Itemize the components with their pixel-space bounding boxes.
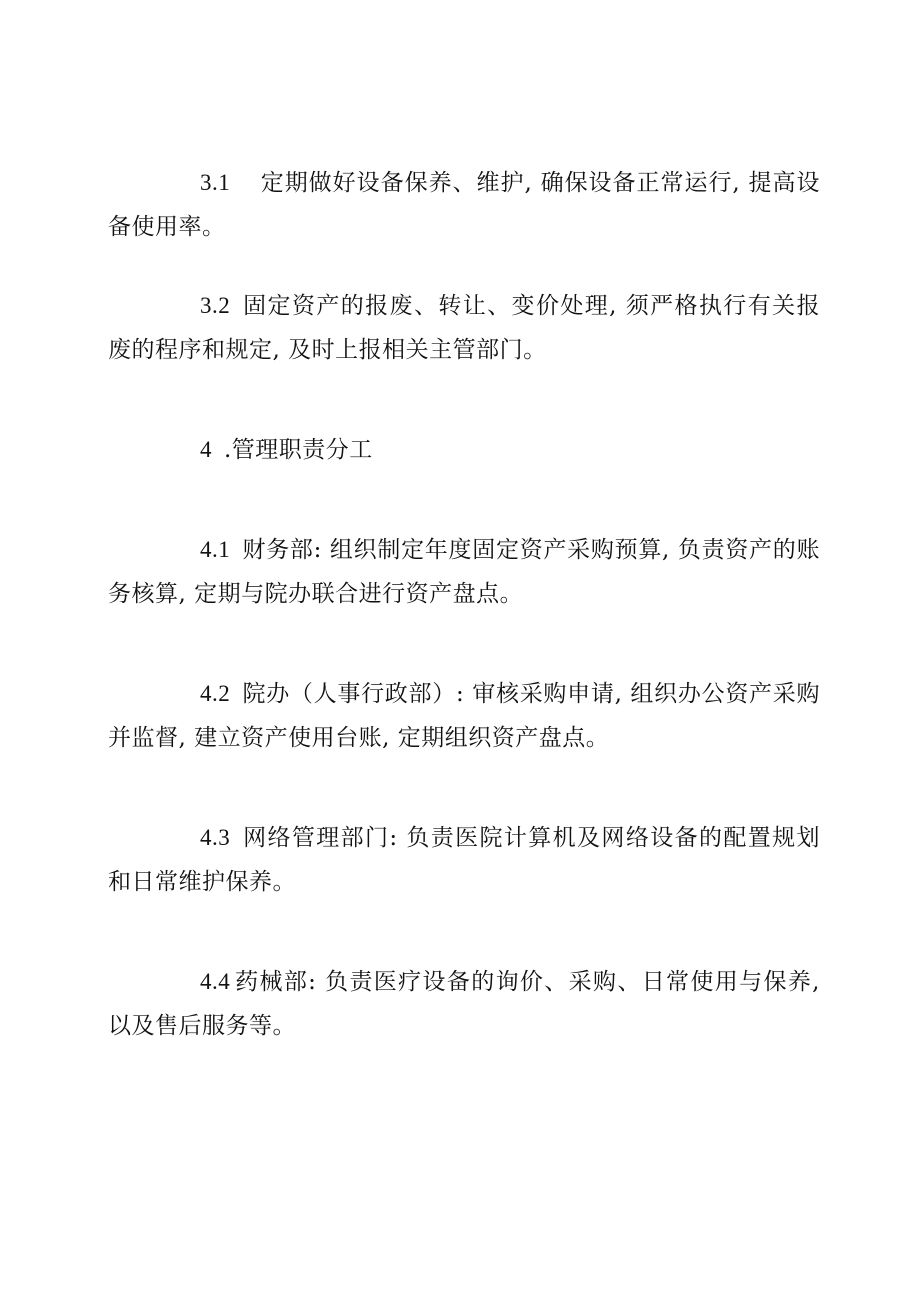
paragraph-text: 院办（人事行政部）: 审核采购申请, 组织办公资产采购并监督, 建立资产使用台账, 定期组织资产盘点。 [108, 681, 820, 751]
section-number: 4.1 [200, 537, 231, 562]
section-heading-text: .管理职责分工 [224, 437, 373, 463]
paragraph-text: 药械部: 负责医疗设备的询价、采购、日常使用与保养, 以及售后服务等。 [108, 969, 820, 1039]
section-heading-4 [108, 428, 820, 472]
section-number: 4 [200, 437, 212, 462]
paragraph-4-3 [108, 816, 820, 904]
paragraph-4-1 [108, 528, 820, 616]
paragraph-text: 定期做好设备保养、维护, 确保设备正常运行, 提高设备使用率。 [108, 170, 820, 240]
section-number: 4.2 [200, 681, 231, 706]
paragraph-text: 网络管理部门: 负责医院计算机及网络设备的配置规划和日常维护保养。 [108, 825, 820, 895]
paragraph-4-4 [108, 960, 820, 1048]
paragraph-text: 固定资产的报废、转让、变价处理, 须严格执行有关报废的程序和规定, 及时上报相关主管部门。 [108, 293, 820, 363]
section-number: 3.1 [200, 170, 231, 195]
section-number: 3.2 [200, 293, 231, 318]
paragraph-3-2 [108, 284, 820, 372]
paragraph-4-2 [108, 672, 820, 760]
paragraph-text: 财务部: 组织制定年度固定资产采购预算, 负责资产的账务核算, 定期与院办联合进行资产盘点。 [108, 537, 820, 607]
section-number: 4.4 [200, 969, 231, 994]
paragraph-3-1 [108, 161, 820, 249]
section-number: 4.3 [200, 825, 231, 850]
